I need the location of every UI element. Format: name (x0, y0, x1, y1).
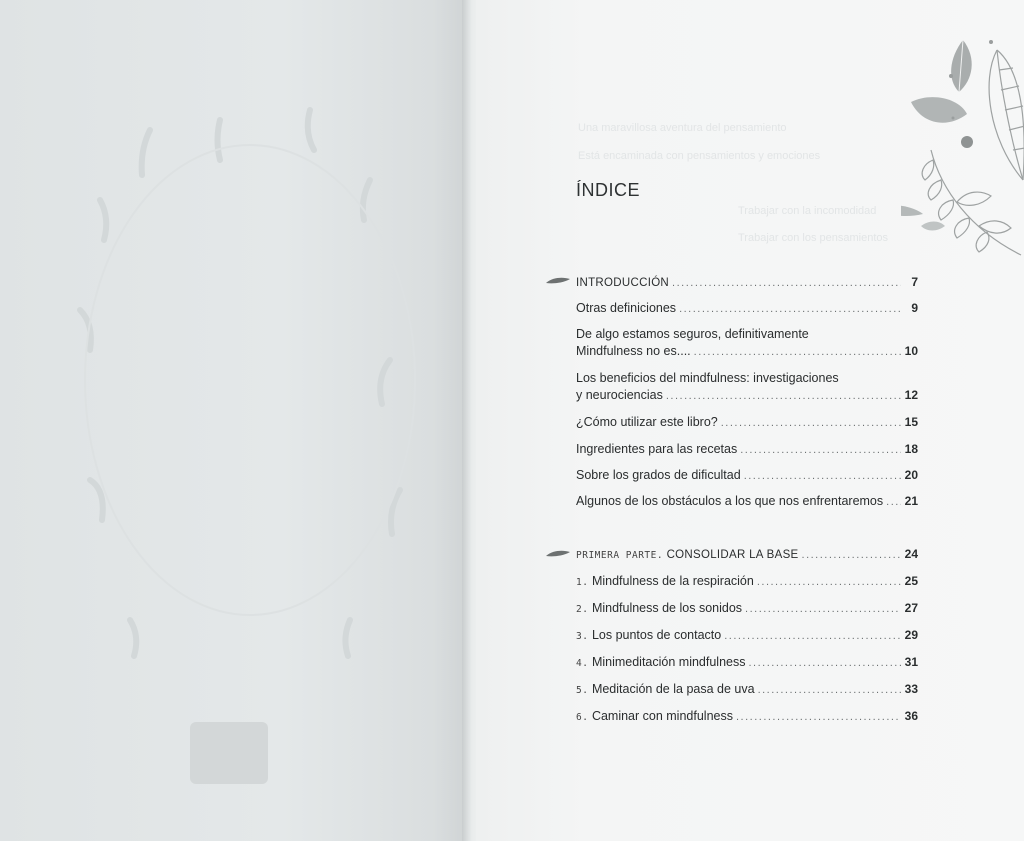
toc-entry[interactable] (576, 493, 918, 511)
toc-part-heading[interactable] (576, 546, 918, 564)
toc-page-number: 20 (904, 468, 918, 482)
toc-entry[interactable] (576, 326, 918, 361)
toc-entry-title: INTRODUCCIÓN (576, 277, 670, 289)
toc-page-number: 27 (904, 601, 918, 615)
toc-page-number: 21 (904, 494, 918, 508)
toc-page-number: 9 (911, 301, 918, 315)
toc-page-number: 24 (904, 547, 918, 561)
toc-entry-title-cont: y neurociencias (576, 388, 663, 402)
chapter-number: 4. (576, 658, 589, 669)
toc-page-number: 36 (904, 709, 918, 723)
chapter-title: Caminar con mindfulness (591, 709, 733, 723)
toc-entry-title-cont: Mindfulness no es.... (576, 344, 691, 358)
chapter-title: Mindfulness de los sonidos (591, 601, 743, 615)
leaf-bullet-icon (545, 549, 571, 559)
toc-chapter[interactable] (576, 573, 918, 591)
toc-chapter[interactable] (576, 654, 918, 672)
toc-entry[interactable] (576, 414, 918, 432)
chapter-title: Los puntos de contacto (591, 628, 722, 642)
toc-entry-title: ¿Cómo utilizar este libro? (576, 415, 718, 429)
chapter-title: Mindfulness de la respiración (591, 574, 754, 588)
bleed-through-text: Trabajar con la incomodidad (738, 205, 877, 217)
toc-page-number: 18 (904, 442, 918, 456)
toc-entry-introduccion[interactable] (576, 274, 918, 292)
toc-page-number: 15 (904, 415, 918, 429)
toc-entry-title: Sobre los grados de dificultad (576, 468, 741, 482)
chapter-number: 6. (576, 712, 589, 723)
chapter-number: 1. (576, 577, 589, 588)
toc-entry-title: De algo estamos seguros, definitivamente (576, 327, 809, 341)
toc-entry[interactable] (576, 370, 918, 405)
toc-entry-title: Ingredientes para las recetas (576, 442, 738, 456)
chapter-title: Meditación de la pasa de uva (591, 682, 755, 696)
toc-chapter[interactable] (576, 708, 918, 726)
toc-page-number: 33 (904, 682, 918, 696)
chapter-number: 3. (576, 631, 589, 642)
chapter-number: 2. (576, 604, 589, 615)
toc-page-number: 31 (904, 655, 918, 669)
toc-page-number: 12 (904, 388, 918, 402)
toc-entry-title: Los beneficios del mindfulness: investigaciones (576, 371, 839, 385)
toc-page-number: 7 (911, 275, 918, 289)
faded-wreath-illustration (70, 60, 430, 720)
bleed-through-text: Trabajar con los pensamientos (738, 232, 889, 244)
toc-entry[interactable] (576, 300, 918, 318)
bleed-through-text: Está encaminada con pensamientos y emociones (578, 150, 821, 162)
part-title: CONSOLIDAR LA BASE (666, 549, 799, 561)
toc-entry-title: Algunos de los obstáculos a los que nos enfrentaremos (576, 494, 884, 508)
toc-page-number: 29 (904, 628, 918, 642)
toc-entry[interactable] (576, 441, 918, 459)
chapter-title: Minimeditación mindfulness (591, 655, 746, 669)
toc-entry[interactable] (576, 467, 918, 485)
toc-page-number: 10 (904, 344, 918, 358)
chapter-number: 5. (576, 685, 589, 696)
toc-entry-title: Otras definiciones (576, 301, 677, 315)
leaf-bullet-icon (545, 276, 571, 286)
bleed-through-text: Una maravillosa aventura del pensamiento (578, 122, 787, 134)
toc-chapter[interactable] (576, 681, 918, 699)
toc-chapter[interactable] (576, 627, 918, 645)
left-page (0, 0, 470, 841)
botanical-illustration-icon (901, 30, 1024, 270)
toc-page-number: 25 (904, 574, 918, 588)
toc-chapter[interactable] (576, 600, 918, 618)
page-title: ÍNDICE (576, 180, 641, 200)
faded-logo-block (190, 722, 268, 784)
part-prefix: PRIMERA PARTE. (576, 550, 664, 561)
